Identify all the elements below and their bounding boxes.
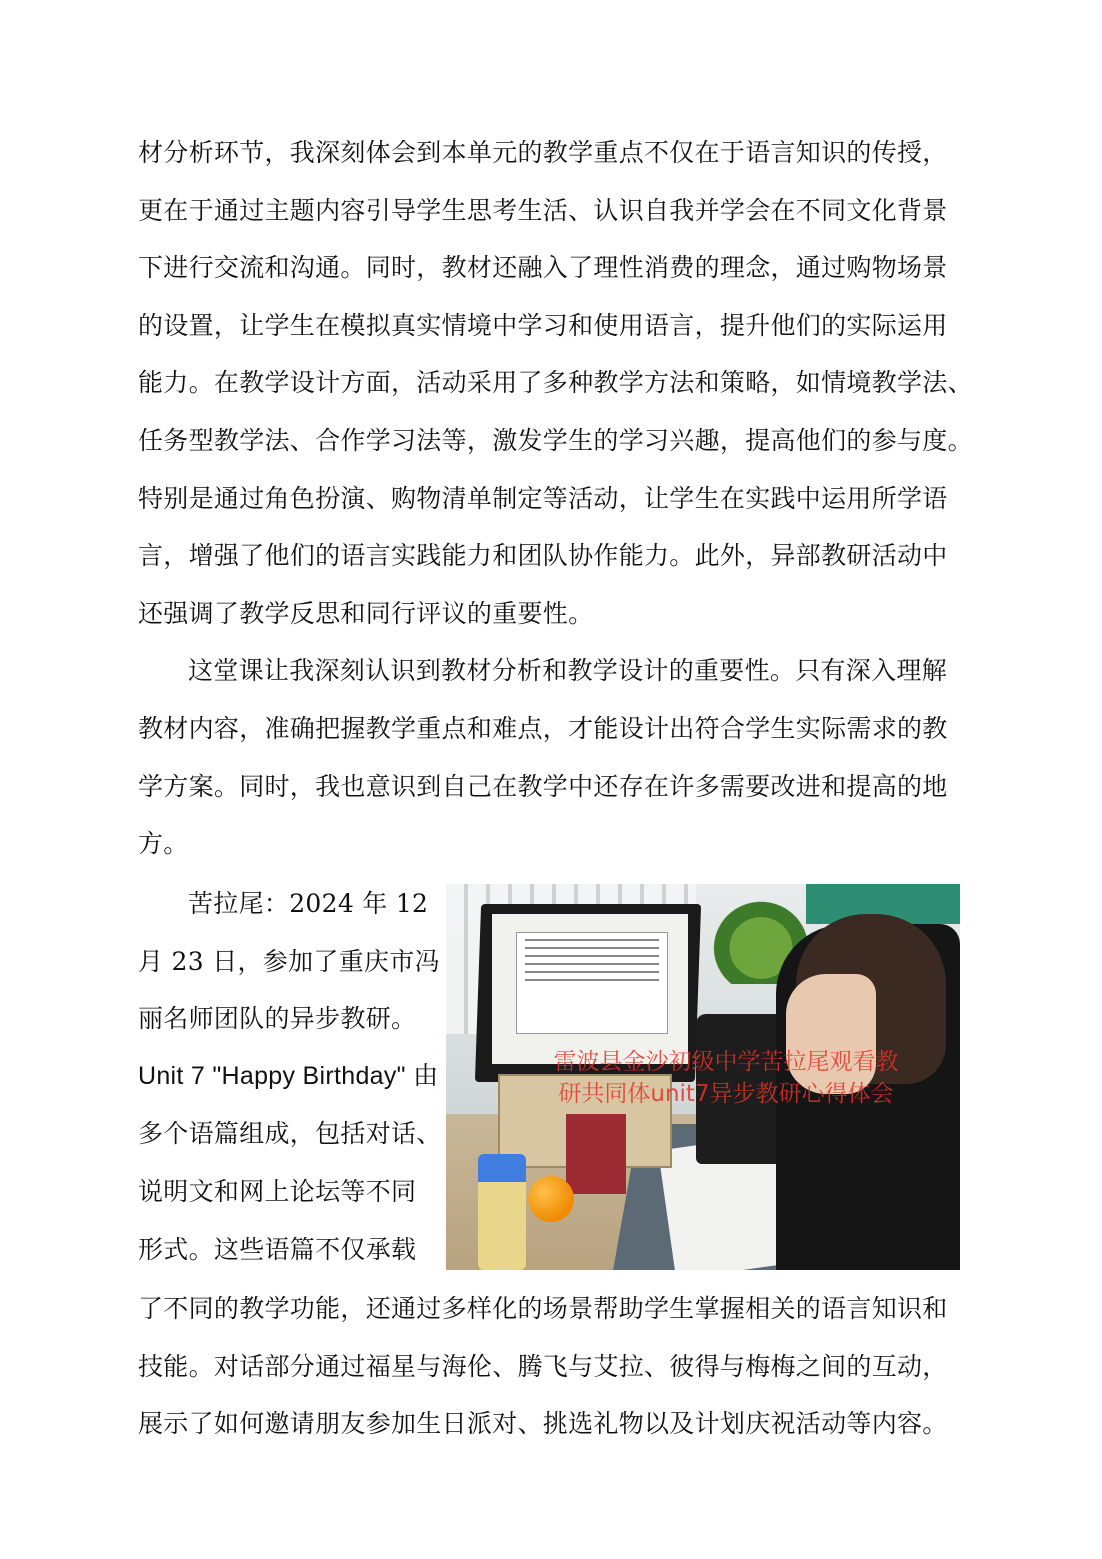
- text-line: 教材内容，准确把握教学重点和难点，才能设计出符合学生实际需求的教: [138, 713, 948, 743]
- text-line: 材分析环节，我深刻体会到本单元的教学重点不仅在于语言知识的传授，: [138, 138, 948, 167]
- text-line: 苦拉尾：2024 年 12: [188, 889, 429, 918]
- paragraph-1: [138, 124, 973, 642]
- body-text-top: [138, 124, 973, 873]
- text-line: 更在于通过主题内容引导学生思考生活、认识自我并学会在不同文化背景: [138, 195, 948, 225]
- text-line: 特别是通过角色扮演、购物清单制定等活动，让学生在实践中运用所学语: [138, 483, 948, 513]
- text-line: 任务型教学法、合作学习法等，激发学生的学习兴趣，提高他们的参与度。: [138, 425, 973, 455]
- body-text-wrapped: [138, 875, 442, 1278]
- text-line: Unit 7 "Happy Birthday" 由: [138, 1061, 439, 1090]
- text-line: 言，增强了他们的语言实践能力和团队协作能力。此外，异部教研活动中: [138, 541, 948, 571]
- text-line: 技能。对话部分通过福星与海伦、腾飞与艾拉、彼得与梅梅之间的互动，: [138, 1351, 948, 1381]
- paragraph-2: [138, 642, 964, 872]
- text-line: 方。: [138, 829, 189, 859]
- text-line: 的设置，让学生在模拟真实情境中学习和使用语言，提升他们的实际运用: [138, 310, 948, 340]
- text-line: 学方案。同时，我也意识到自己在教学中还存在许多需要改进和提高的地: [138, 771, 948, 801]
- text-line: 了不同的教学功能，还通过多样化的场景帮助学生掌握相关的语言知识和: [138, 1294, 948, 1323]
- text-line: 月 23 日，参加了重庆市冯: [138, 946, 440, 976]
- paragraph-3: [138, 875, 442, 1278]
- text-line: 能力。在教学设计方面，活动采用了多种教学方法和策略，如情境教学法、: [138, 368, 973, 398]
- classroom-photo: [446, 884, 960, 1270]
- text-line: 展示了如何邀请朋友参加生日派对、挑选礼物以及计划庆祝活动等内容。: [138, 1409, 948, 1439]
- text-line: 形式。这些语篇不仅承载: [138, 1234, 417, 1264]
- text-line: 说明文和网上论坛等不同: [138, 1176, 417, 1206]
- text-line: 多个语篇组成，包括对话、: [138, 1119, 442, 1149]
- text-line: 下进行交流和沟通。同时，教材还融入了理性消费的理念，通过购物场景: [138, 253, 948, 283]
- text-line: 这堂课让我深刻认识到教材分析和教学设计的重要性。只有深入理解: [188, 656, 948, 686]
- text-line: 还强调了教学反思和同行评议的重要性。: [138, 598, 594, 628]
- text-line: 丽名师团队的异步教研。: [138, 1004, 417, 1034]
- photo-caption-line-1: 雷波县金沙初级中学苦拉尾观看教: [553, 1049, 899, 1075]
- body-text-bottom: [138, 1280, 964, 1453]
- paragraph-3-continued: [138, 1280, 964, 1453]
- photo-caption-line-2: 研共同体unit7异步教研心得体会: [558, 1081, 894, 1107]
